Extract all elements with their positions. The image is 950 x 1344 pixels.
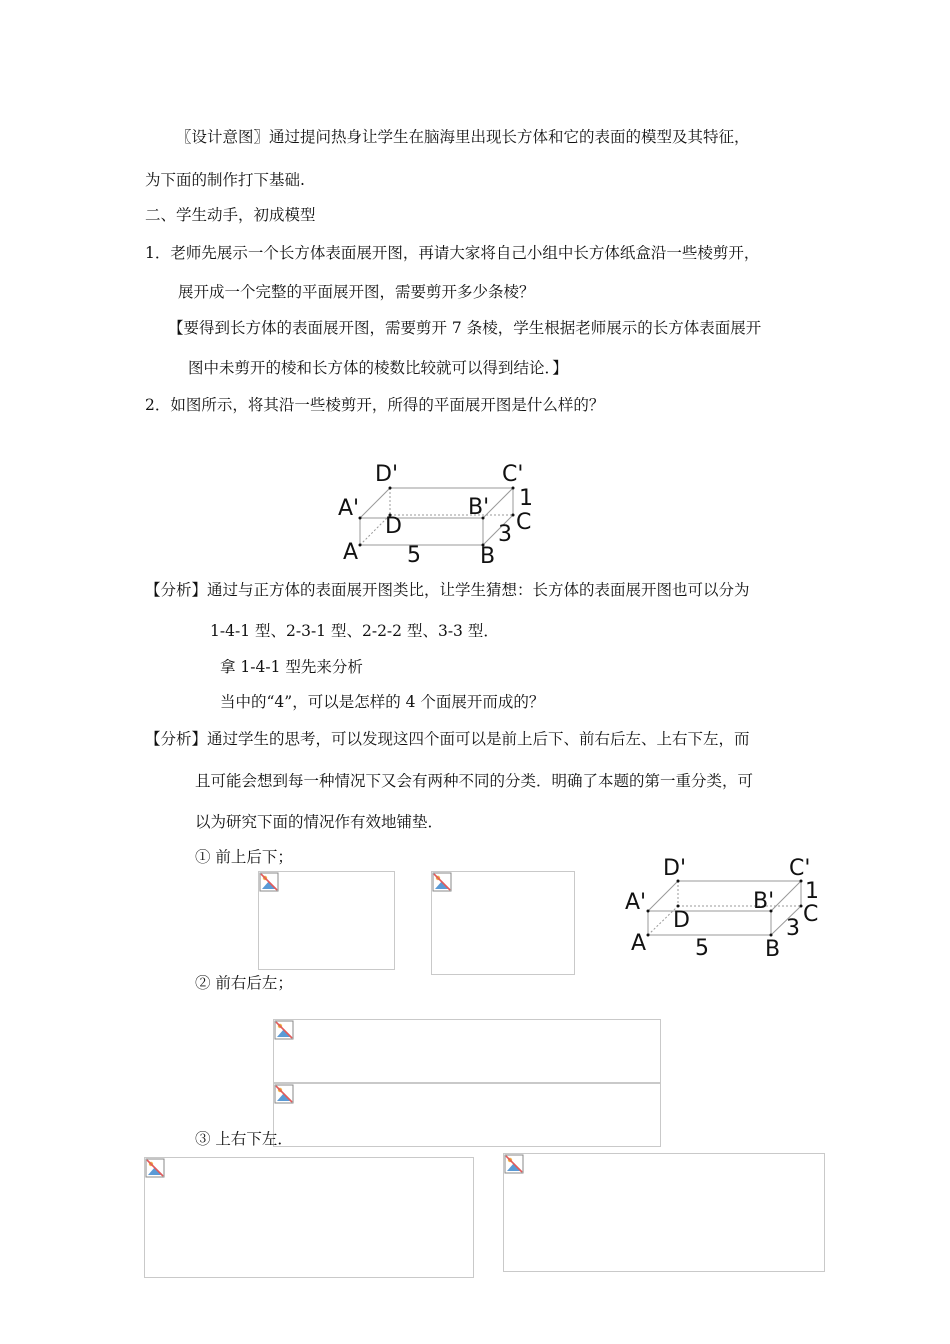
label-a-prime: A': [338, 496, 360, 521]
broken-image-icon: [259, 872, 279, 892]
label-d-prime: D': [375, 462, 398, 487]
label-length: 5: [407, 543, 421, 568]
case-1-label: ① 前上后下；: [195, 848, 293, 866]
cuboid-figure: [623, 853, 828, 968]
analysis-2-line-2: 且可能会想到每一种情况下又会有两种不同的分类．明确了本题的第一重分类，可: [195, 772, 754, 790]
label-depth: 3: [786, 916, 800, 941]
case-2-label: ② 前右后左；: [195, 974, 293, 992]
question-1-line-1: 1．老师先展示一个长方体表面展开图，再请大家将自己小组中长方体纸盒沿一些棱剪开，: [145, 244, 760, 262]
question-1-line-2: 展开成一个完整的平面展开图，需要剪开多少条棱？: [178, 283, 535, 301]
label-a: A: [343, 540, 359, 565]
analysis-2-line-1: 【分析】通过学生的思考，可以发现这四个面可以是前上后下、前右后左、上右下左，而: [145, 730, 750, 748]
label-b: B: [765, 937, 781, 962]
case-3-label: ③ 上右下左．: [195, 1130, 293, 1148]
net-image-placeholder: [431, 871, 575, 975]
design-intent-line-2: 为下面的制作打下基础.: [145, 171, 305, 189]
label-height: 1: [519, 486, 533, 511]
take-141-text: 拿 1-4-1 型先来分析: [220, 658, 363, 676]
label-height: 1: [805, 879, 819, 904]
label-a-prime: A': [625, 890, 647, 915]
net-image-placeholder: [258, 871, 395, 970]
broken-image-icon: [504, 1154, 524, 1174]
label-d: D: [385, 514, 402, 539]
label-d-prime: D': [663, 856, 686, 881]
net-image-placeholder: [144, 1157, 474, 1278]
label-c-prime: C': [789, 856, 811, 881]
label-d: D: [673, 908, 690, 933]
net-image-placeholder: [273, 1019, 661, 1083]
broken-image-icon: [274, 1020, 294, 1040]
net-image-placeholder: [503, 1153, 825, 1272]
label-c: C: [516, 510, 532, 535]
label-a: A: [631, 931, 647, 956]
label-c-prime: C': [502, 462, 524, 487]
answer-1-line-2: 图中未剪开的棱和长方体的棱数比较就可以得到结论．】: [188, 359, 568, 377]
section-two-heading: 二、学生动手，初成模型: [145, 206, 316, 224]
label-c: C: [803, 902, 819, 927]
broken-image-icon: [274, 1084, 294, 1104]
analysis-2-line-3: 以为研究下面的情况作有效地铺垫．: [195, 813, 444, 831]
answer-1-line-1: 【要得到长方体的表面展开图，需要剪开 7 条棱，学生根据老师展示的长方体表面展开: [168, 319, 762, 337]
broken-image-icon: [145, 1158, 165, 1178]
analysis-1-line-2: 1-4-1 型、2-3-1 型、2-2-2 型、3-3 型．: [210, 622, 499, 640]
net-image-placeholder: [273, 1083, 661, 1147]
label-b: B: [480, 544, 496, 569]
cuboid-figure: [335, 455, 540, 570]
middle-four-question: 当中的“4”，可以是怎样的 4 个面展开而成的？: [220, 693, 545, 711]
label-depth: 3: [498, 522, 512, 547]
label-b-prime: B': [468, 495, 490, 520]
label-length: 5: [695, 936, 709, 961]
broken-image-icon: [432, 872, 452, 892]
question-2: 2．如图所示，将其沿一些棱剪开，所得的平面展开图是什么样的？: [145, 396, 605, 414]
analysis-1-line-1: 【分析】通过与正方体的表面展开图类比，让学生猜想：长方体的表面展开图也可以分为: [145, 581, 750, 599]
label-b-prime: B': [753, 889, 775, 914]
design-intent-line-1: 〖设计意图〗通过提问热身让学生在脑海里出现长方体和它的表面的模型及其特征，: [176, 128, 750, 146]
